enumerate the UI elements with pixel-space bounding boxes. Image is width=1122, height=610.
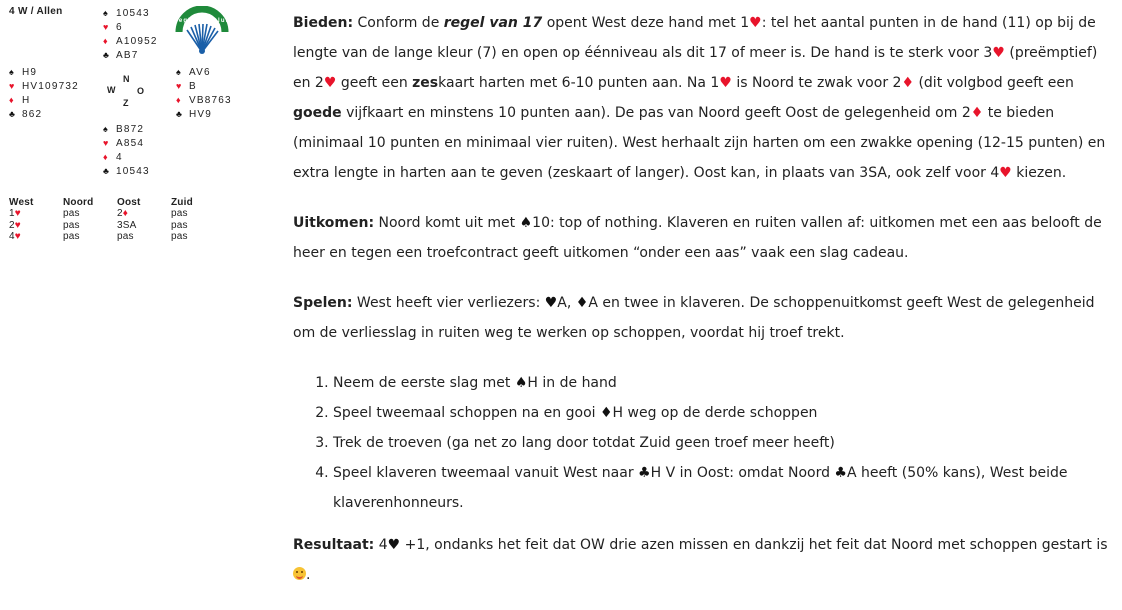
hand-north bbox=[103, 6, 158, 62]
section-label: Spelen: bbox=[293, 295, 353, 311]
heart-icon: ♥ bbox=[176, 81, 182, 91]
west-clubs: 862 bbox=[22, 109, 43, 120]
compass-east: O bbox=[137, 86, 145, 96]
compass-north: N bbox=[123, 74, 130, 84]
section-label: Resultaat: bbox=[293, 537, 375, 553]
west-hearts: HV109732 bbox=[22, 81, 79, 92]
north-diamonds: A10952 bbox=[116, 36, 158, 47]
list-item bbox=[333, 398, 1113, 428]
text: Trek de troeven (ga net zo lang door totdat Zuid geen troef meer heeft) bbox=[333, 435, 835, 451]
bid-cell: 1♥ bbox=[9, 208, 21, 220]
text: H in de hand bbox=[527, 375, 617, 391]
text: is Noord te zwak voor 2 bbox=[731, 75, 902, 91]
hand-east bbox=[176, 65, 232, 121]
text: H V in Oost: omdat Noord bbox=[650, 465, 835, 481]
heart-icon: ♥ bbox=[14, 231, 21, 243]
play-steps-list bbox=[293, 368, 1113, 518]
club-icon: ♣ bbox=[834, 465, 847, 481]
diamond-icon: ♦ bbox=[103, 36, 108, 46]
south-clubs: 10543 bbox=[116, 166, 150, 177]
section-label: Uitkomen: bbox=[293, 215, 375, 231]
club-icon: ♣ bbox=[103, 166, 109, 176]
south-hearts: A854 bbox=[116, 138, 145, 149]
heart-icon: ♥ bbox=[103, 22, 109, 32]
west-diamonds: H bbox=[22, 95, 31, 106]
bidding-row bbox=[9, 208, 225, 220]
spade-icon: ♠ bbox=[519, 215, 533, 231]
bid-cell: 2♦ bbox=[117, 208, 129, 220]
hand-south bbox=[103, 122, 150, 178]
heart-icon: ♥ bbox=[999, 165, 1012, 181]
east-diamonds: VB8763 bbox=[189, 95, 232, 106]
bidding-table bbox=[9, 196, 225, 243]
list-item bbox=[333, 458, 1113, 518]
emphasis: regel van 17 bbox=[443, 15, 543, 31]
section-label: Bieden: bbox=[293, 15, 354, 31]
text: (dit volgbod geeft een bbox=[914, 75, 1074, 91]
compass-south: Z bbox=[123, 98, 129, 108]
text: A, bbox=[557, 295, 576, 311]
bid-cell: pas bbox=[171, 231, 188, 243]
text: Noord komt uit met bbox=[374, 215, 520, 231]
heart-icon: ♥ bbox=[14, 219, 21, 231]
north-clubs: AB7 bbox=[116, 50, 139, 61]
bid-cell: pas bbox=[171, 208, 188, 220]
text: : tel het aantal punten in de hand (11) op bij de lengte van de lange kleur (7) en open op éénniveau als dit 17 of meer is. De hand is te sterk voor 3 bbox=[293, 15, 1096, 61]
bid-cell: 3SA bbox=[117, 219, 137, 231]
club-icon: ♣ bbox=[9, 109, 15, 119]
spade-icon: ♠ bbox=[103, 124, 108, 134]
heart-icon: ♥ bbox=[992, 45, 1005, 61]
north-hearts: 6 bbox=[116, 22, 123, 33]
text: vijfkaart en minstens 10 punten aan). De pas van Noord geeft Oost de gelegenheid om 2 bbox=[341, 105, 971, 121]
bold-text: zes bbox=[412, 75, 439, 91]
text: H weg op de derde schoppen bbox=[612, 405, 818, 421]
heart-icon: ♥ bbox=[14, 208, 21, 220]
svg-text:Beginnersclub: Beginnersclub bbox=[173, 18, 231, 24]
article-body bbox=[293, 8, 1113, 610]
bold-text: goede bbox=[293, 105, 342, 121]
text: (preëmptief) en 2 bbox=[293, 45, 1098, 91]
heart-icon: ♥ bbox=[9, 81, 15, 91]
east-spades: AV6 bbox=[189, 67, 211, 78]
heart-icon: ♥ bbox=[544, 295, 558, 311]
bidding-header: Oost bbox=[117, 196, 141, 208]
diamond-icon: ♦ bbox=[901, 75, 914, 91]
hand-west bbox=[9, 65, 79, 121]
bid-cell: pas bbox=[63, 231, 80, 243]
text: Neem de eerste slag met bbox=[333, 375, 515, 391]
text: A heeft (50% kans), West beide klaverenhonneurs. bbox=[333, 465, 1068, 511]
heart-icon: ♥ bbox=[719, 75, 732, 91]
west-spades: H9 bbox=[22, 67, 38, 78]
paragraph-spelen bbox=[293, 288, 1113, 348]
club-icon: ♣ bbox=[103, 50, 109, 60]
text: West heeft vier verliezers: bbox=[352, 295, 545, 311]
text: kaart harten met 6-10 punten aan. Na 1 bbox=[438, 75, 720, 91]
paragraph-resultaat: Resultaat: 4♥ +1, ondanks het feit dat OW drie azen missen en dankzij het feit dat Noord met schoppen gestart is. bbox=[293, 537, 1108, 583]
spade-icon: ♠ bbox=[9, 67, 14, 77]
diamond-icon: ♦ bbox=[970, 105, 984, 121]
south-spades: B872 bbox=[116, 124, 145, 135]
bid-cell: 2♥ bbox=[9, 219, 21, 231]
text: Conform de bbox=[353, 15, 444, 31]
heart-icon: ♥ bbox=[387, 537, 401, 553]
heart-icon: ♥ bbox=[103, 138, 109, 148]
spade-icon: ♠ bbox=[103, 8, 108, 18]
east-clubs: HV9 bbox=[189, 109, 213, 120]
north-spades: 10543 bbox=[116, 8, 150, 19]
heart-icon: ♥ bbox=[323, 75, 337, 91]
text: Speel klaveren tweemaal vanuit West naar bbox=[333, 465, 639, 481]
text: te bieden (minimaal 10 punten en minimaal vier ruiten). West herhaalt zijn harten om een zwakke opening (12-15 punten) en extra lengte in harten aan te geven (zeskaart of langer). Oost kan, in plaats van 3SA, ook zelf voor 4 bbox=[293, 105, 1106, 181]
bidding-header: Zuid bbox=[171, 196, 193, 208]
spade-icon: ♠ bbox=[514, 375, 528, 391]
diamond-icon: ♦ bbox=[575, 295, 589, 311]
list-item bbox=[333, 428, 1113, 458]
south-diamonds: 4 bbox=[116, 152, 123, 163]
smiley-icon bbox=[293, 567, 306, 580]
club-logo-icon bbox=[173, 6, 231, 56]
bidding-row bbox=[9, 220, 225, 232]
text: A en twee in klaveren. De schoppenuitkomst geeft West de gelegenheid om de verliesslag in ruiten weg te werken op schoppen, voordat hij troef trekt. bbox=[293, 295, 1095, 341]
diamond-icon: ♦ bbox=[103, 152, 108, 162]
text: +1, ondanks het feit dat OW drie azen missen en dankzij het feit dat Noord met schoppen gestart is bbox=[400, 537, 1108, 553]
bid-cell: pas bbox=[63, 219, 80, 231]
text: kiezen. bbox=[1011, 165, 1067, 181]
bidding-row bbox=[9, 231, 225, 243]
text: geeft een bbox=[336, 75, 413, 91]
club-icon: ♣ bbox=[638, 465, 651, 481]
text: opent West deze hand met 1 bbox=[542, 15, 750, 31]
bid-cell: pas bbox=[171, 219, 188, 231]
bidding-header: West bbox=[9, 196, 34, 208]
bid-cell: 4♥ bbox=[9, 231, 21, 243]
bidding-header-row bbox=[9, 196, 225, 208]
paragraph-uitkomen bbox=[293, 208, 1113, 268]
compass-west: W bbox=[107, 85, 116, 95]
compass bbox=[105, 74, 151, 114]
diamond-icon: ♦ bbox=[176, 95, 181, 105]
diamond-icon: ♦ bbox=[122, 208, 129, 220]
spade-icon: ♠ bbox=[176, 67, 181, 77]
text: 4 bbox=[374, 537, 388, 553]
club-icon: ♣ bbox=[176, 109, 182, 119]
bidding-header: Noord bbox=[63, 196, 94, 208]
bid-cell: pas bbox=[63, 208, 80, 220]
diamond-icon: ♦ bbox=[599, 405, 613, 421]
diamond-icon: ♦ bbox=[9, 95, 14, 105]
east-hearts: B bbox=[189, 81, 197, 92]
bridge-diagram bbox=[0, 0, 260, 260]
text: 10: top of nothing. Klaveren en ruiten vallen af: uitkomen met een aas belooft de heer en tegen een troefcontract geeft uitkomen “onder een aas” vaak een slag cadeau. bbox=[293, 215, 1102, 261]
bid-cell: pas bbox=[117, 231, 134, 243]
text: Speel tweemaal schoppen na en gooi bbox=[333, 405, 600, 421]
heart-icon: ♥ bbox=[749, 15, 762, 31]
paragraph-bieden bbox=[293, 8, 1113, 188]
list-item bbox=[333, 368, 1113, 398]
board-header: 4 W / Allen bbox=[9, 6, 63, 17]
